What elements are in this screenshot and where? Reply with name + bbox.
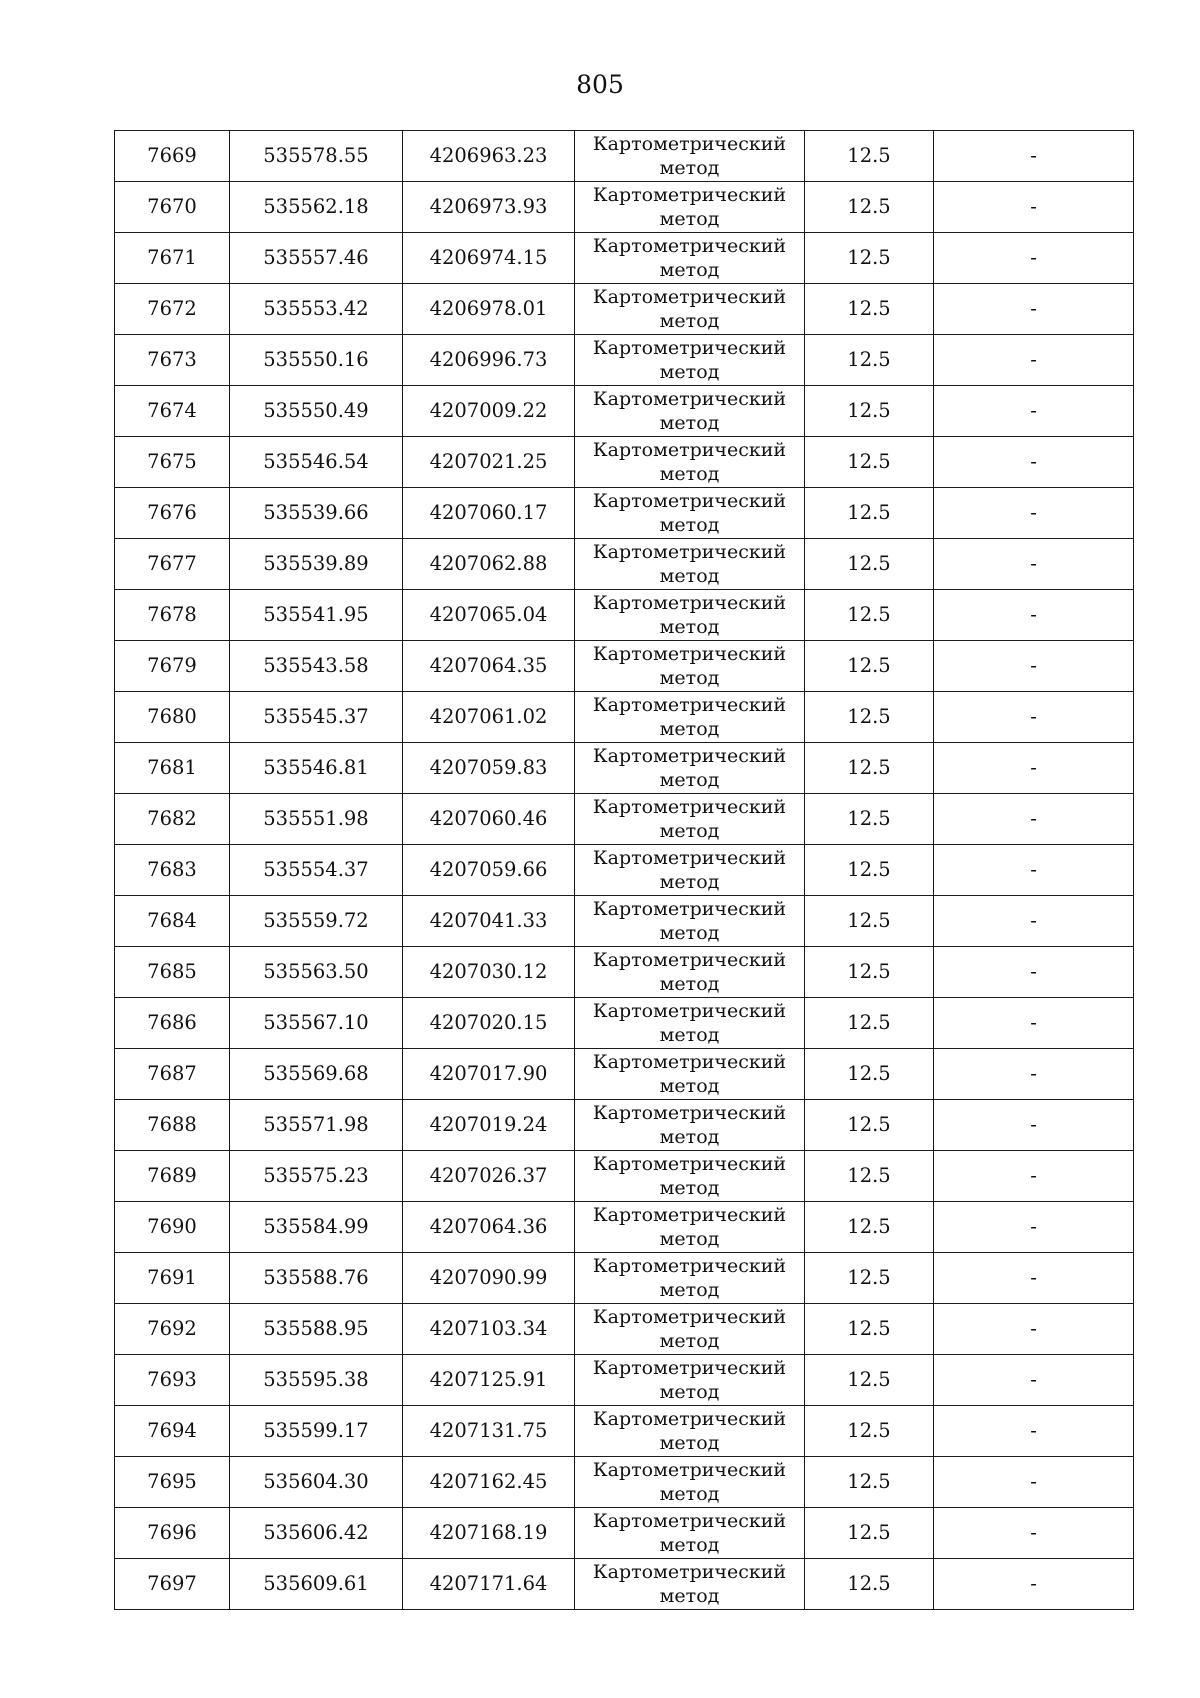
method-cell: [575, 1100, 805, 1151]
table-row: [115, 794, 1134, 845]
accuracy-cell: 12.5: [805, 692, 934, 743]
method-line-1: Картометрический: [592, 745, 787, 767]
x-coordinate-cell: 535575.23: [230, 1151, 403, 1202]
table-row: [115, 1508, 1134, 1559]
x-coordinate-cell: 535546.81: [230, 743, 403, 794]
method-line-1: Картометрический: [592, 796, 787, 818]
method-cell: [575, 488, 805, 539]
note-cell: -: [934, 1304, 1134, 1355]
note-cell: -: [934, 590, 1134, 641]
y-coordinate-cell: 4207009.22: [403, 386, 575, 437]
note-cell: -: [934, 1049, 1134, 1100]
x-coordinate-cell: 535571.98: [230, 1100, 403, 1151]
table-row: [115, 488, 1134, 539]
y-coordinate-cell: 4207059.83: [403, 743, 575, 794]
x-coordinate-cell: 535559.72: [230, 896, 403, 947]
method-line-1: Картометрический: [592, 235, 787, 257]
point-number-cell: 7693: [115, 1355, 230, 1406]
point-number-cell: 7689: [115, 1151, 230, 1202]
accuracy-cell: 12.5: [805, 1202, 934, 1253]
method-line-1: Картометрический: [592, 592, 787, 614]
accuracy-cell: 12.5: [805, 998, 934, 1049]
method-line-2: метод: [659, 463, 720, 485]
method-line-1: Картометрический: [592, 1255, 787, 1277]
note-cell: -: [934, 896, 1134, 947]
point-number-cell: 7672: [115, 284, 230, 335]
method-cell: [575, 1559, 805, 1610]
method-line-1: Картометрический: [592, 1051, 787, 1073]
accuracy-cell: 12.5: [805, 590, 934, 641]
note-cell: -: [934, 539, 1134, 590]
accuracy-cell: 12.5: [805, 335, 934, 386]
point-number-cell: 7695: [115, 1457, 230, 1508]
method-line-1: Картометрический: [592, 490, 787, 512]
point-number-cell: 7681: [115, 743, 230, 794]
table-row: [115, 1406, 1134, 1457]
table-row: [115, 845, 1134, 896]
accuracy-cell: 12.5: [805, 845, 934, 896]
coordinates-table: [114, 130, 1134, 1610]
point-number-cell: 7697: [115, 1559, 230, 1610]
accuracy-cell: 12.5: [805, 1457, 934, 1508]
method-line-2: метод: [659, 1279, 720, 1301]
y-coordinate-cell: 4207019.24: [403, 1100, 575, 1151]
y-coordinate-cell: 4207168.19: [403, 1508, 575, 1559]
method-cell: [575, 284, 805, 335]
accuracy-cell: 12.5: [805, 1253, 934, 1304]
point-number-cell: 7669: [115, 131, 230, 182]
point-number-cell: 7683: [115, 845, 230, 896]
y-coordinate-cell: 4206996.73: [403, 335, 575, 386]
method-cell: [575, 1202, 805, 1253]
x-coordinate-cell: 535584.99: [230, 1202, 403, 1253]
method-line-2: метод: [659, 1585, 720, 1607]
method-line-1: Картометрический: [592, 1102, 787, 1124]
x-coordinate-cell: 535578.55: [230, 131, 403, 182]
table-row: [115, 692, 1134, 743]
method-line-2: метод: [659, 565, 720, 587]
accuracy-cell: 12.5: [805, 539, 934, 590]
table-row: [115, 182, 1134, 233]
method-cell: [575, 794, 805, 845]
x-coordinate-cell: 535599.17: [230, 1406, 403, 1457]
x-coordinate-cell: 535543.58: [230, 641, 403, 692]
accuracy-cell: 12.5: [805, 1508, 934, 1559]
method-line-2: метод: [659, 1228, 720, 1250]
method-cell: [575, 182, 805, 233]
y-coordinate-cell: 4207065.04: [403, 590, 575, 641]
y-coordinate-cell: 4207062.88: [403, 539, 575, 590]
method-line-1: Картометрический: [592, 286, 787, 308]
method-cell: [575, 1304, 805, 1355]
method-line-1: Картометрический: [592, 694, 787, 716]
accuracy-cell: 12.5: [805, 947, 934, 998]
accuracy-cell: 12.5: [805, 794, 934, 845]
point-number-cell: 7675: [115, 437, 230, 488]
method-line-2: метод: [659, 1381, 720, 1403]
table-row: [115, 335, 1134, 386]
x-coordinate-cell: 535562.18: [230, 182, 403, 233]
method-cell: [575, 131, 805, 182]
accuracy-cell: 12.5: [805, 1049, 934, 1100]
x-coordinate-cell: 535541.95: [230, 590, 403, 641]
table-row: [115, 947, 1134, 998]
y-coordinate-cell: 4207064.36: [403, 1202, 575, 1253]
table-row: [115, 590, 1134, 641]
y-coordinate-cell: 4207060.46: [403, 794, 575, 845]
table-row: [115, 131, 1134, 182]
page-number: 805: [576, 70, 624, 99]
accuracy-cell: 12.5: [805, 1100, 934, 1151]
table-row: [115, 1304, 1134, 1355]
accuracy-cell: 12.5: [805, 896, 934, 947]
x-coordinate-cell: 535606.42: [230, 1508, 403, 1559]
method-line-2: метод: [659, 667, 720, 689]
method-line-1: Картометрический: [592, 1000, 787, 1022]
method-line-1: Картометрический: [592, 1153, 787, 1175]
method-line-1: Картометрический: [592, 1408, 787, 1430]
y-coordinate-cell: 4207059.66: [403, 845, 575, 896]
accuracy-cell: 12.5: [805, 641, 934, 692]
note-cell: -: [934, 1100, 1134, 1151]
x-coordinate-cell: 535551.98: [230, 794, 403, 845]
point-number-cell: 7685: [115, 947, 230, 998]
note-cell: -: [934, 1253, 1134, 1304]
method-line-2: метод: [659, 1432, 720, 1454]
note-cell: -: [934, 641, 1134, 692]
method-cell: [575, 1457, 805, 1508]
note-cell: -: [934, 845, 1134, 896]
x-coordinate-cell: 535539.89: [230, 539, 403, 590]
accuracy-cell: 12.5: [805, 1151, 934, 1202]
note-cell: -: [934, 1202, 1134, 1253]
y-coordinate-cell: 4206963.23: [403, 131, 575, 182]
note-cell: -: [934, 1151, 1134, 1202]
point-number-cell: 7673: [115, 335, 230, 386]
method-cell: [575, 692, 805, 743]
table-body: [115, 131, 1134, 1610]
method-line-2: метод: [659, 1177, 720, 1199]
y-coordinate-cell: 4207021.25: [403, 437, 575, 488]
accuracy-cell: 12.5: [805, 386, 934, 437]
note-cell: -: [934, 692, 1134, 743]
method-line-2: метод: [659, 718, 720, 740]
table-row: [115, 233, 1134, 284]
method-line-1: Картометрический: [592, 1510, 787, 1532]
method-line-1: Картометрический: [592, 847, 787, 869]
method-line-1: Картометрический: [592, 1306, 787, 1328]
method-cell: [575, 1355, 805, 1406]
note-cell: -: [934, 386, 1134, 437]
note-cell: -: [934, 1559, 1134, 1610]
table-row: [115, 1100, 1134, 1151]
x-coordinate-cell: 535604.30: [230, 1457, 403, 1508]
table-row: [115, 641, 1134, 692]
note-cell: -: [934, 794, 1134, 845]
y-coordinate-cell: 4207017.90: [403, 1049, 575, 1100]
method-line-2: метод: [659, 820, 720, 842]
y-coordinate-cell: 4207125.91: [403, 1355, 575, 1406]
point-number-cell: 7671: [115, 233, 230, 284]
accuracy-cell: 12.5: [805, 284, 934, 335]
accuracy-cell: 12.5: [805, 1355, 934, 1406]
note-cell: -: [934, 947, 1134, 998]
method-line-2: метод: [659, 310, 720, 332]
x-coordinate-cell: 535563.50: [230, 947, 403, 998]
method-line-1: Картометрический: [592, 1561, 787, 1583]
y-coordinate-cell: 4207020.15: [403, 998, 575, 1049]
note-cell: -: [934, 131, 1134, 182]
x-coordinate-cell: 535567.10: [230, 998, 403, 1049]
point-number-cell: 7688: [115, 1100, 230, 1151]
method-line-2: метод: [659, 361, 720, 383]
y-coordinate-cell: 4206978.01: [403, 284, 575, 335]
method-cell: [575, 386, 805, 437]
y-coordinate-cell: 4207030.12: [403, 947, 575, 998]
y-coordinate-cell: 4207103.34: [403, 1304, 575, 1355]
accuracy-cell: 12.5: [805, 182, 934, 233]
method-line-2: метод: [659, 1483, 720, 1505]
accuracy-cell: 12.5: [805, 1559, 934, 1610]
x-coordinate-cell: 535550.16: [230, 335, 403, 386]
method-line-2: метод: [659, 1534, 720, 1556]
table-row: [115, 1202, 1134, 1253]
x-coordinate-cell: 535545.37: [230, 692, 403, 743]
accuracy-cell: 12.5: [805, 488, 934, 539]
table-row: [115, 743, 1134, 794]
note-cell: -: [934, 488, 1134, 539]
note-cell: -: [934, 998, 1134, 1049]
point-number-cell: 7694: [115, 1406, 230, 1457]
accuracy-cell: 12.5: [805, 233, 934, 284]
x-coordinate-cell: 535554.37: [230, 845, 403, 896]
method-line-1: Картометрический: [592, 337, 787, 359]
y-coordinate-cell: 4207090.99: [403, 1253, 575, 1304]
accuracy-cell: 12.5: [805, 1304, 934, 1355]
table-row: [115, 284, 1134, 335]
table-row: [115, 1151, 1134, 1202]
note-cell: -: [934, 1508, 1134, 1559]
method-cell: [575, 1406, 805, 1457]
table-row: [115, 386, 1134, 437]
method-line-2: метод: [659, 412, 720, 434]
point-number-cell: 7678: [115, 590, 230, 641]
method-line-2: метод: [659, 1024, 720, 1046]
point-number-cell: 7687: [115, 1049, 230, 1100]
method-line-1: Картометрический: [592, 184, 787, 206]
method-line-1: Картометрический: [592, 949, 787, 971]
method-line-1: Картометрический: [592, 541, 787, 563]
method-line-2: метод: [659, 769, 720, 791]
method-line-2: метод: [659, 973, 720, 995]
method-line-2: метод: [659, 616, 720, 638]
y-coordinate-cell: 4207041.33: [403, 896, 575, 947]
method-cell: [575, 1049, 805, 1100]
method-cell: [575, 1151, 805, 1202]
x-coordinate-cell: 535569.68: [230, 1049, 403, 1100]
method-cell: [575, 845, 805, 896]
y-coordinate-cell: 4207162.45: [403, 1457, 575, 1508]
method-line-2: метод: [659, 1330, 720, 1352]
point-number-cell: 7692: [115, 1304, 230, 1355]
table-row: [115, 998, 1134, 1049]
method-line-1: Картометрический: [592, 388, 787, 410]
method-cell: [575, 335, 805, 386]
x-coordinate-cell: 535539.66: [230, 488, 403, 539]
point-number-cell: 7691: [115, 1253, 230, 1304]
method-cell: [575, 590, 805, 641]
table-row: [115, 896, 1134, 947]
y-coordinate-cell: 4207064.35: [403, 641, 575, 692]
note-cell: -: [934, 182, 1134, 233]
method-line-1: Картометрический: [592, 439, 787, 461]
point-number-cell: 7696: [115, 1508, 230, 1559]
point-number-cell: 7674: [115, 386, 230, 437]
note-cell: -: [934, 1406, 1134, 1457]
method-line-2: метод: [659, 208, 720, 230]
accuracy-cell: 12.5: [805, 1406, 934, 1457]
method-line-1: Картометрический: [592, 1357, 787, 1379]
point-number-cell: 7680: [115, 692, 230, 743]
method-line-1: Картометрический: [592, 133, 787, 155]
method-cell: [575, 641, 805, 692]
method-line-1: Картометрический: [592, 898, 787, 920]
method-line-2: метод: [659, 922, 720, 944]
point-number-cell: 7684: [115, 896, 230, 947]
x-coordinate-cell: 535553.42: [230, 284, 403, 335]
method-cell: [575, 539, 805, 590]
x-coordinate-cell: 535557.46: [230, 233, 403, 284]
table-row: [115, 1457, 1134, 1508]
x-coordinate-cell: 535588.95: [230, 1304, 403, 1355]
method-line-1: Картометрический: [592, 1204, 787, 1226]
method-cell: [575, 1508, 805, 1559]
point-number-cell: 7670: [115, 182, 230, 233]
x-coordinate-cell: 535550.49: [230, 386, 403, 437]
accuracy-cell: 12.5: [805, 131, 934, 182]
note-cell: -: [934, 1457, 1134, 1508]
method-line-2: метод: [659, 514, 720, 536]
point-number-cell: 7677: [115, 539, 230, 590]
method-line-2: метод: [659, 1126, 720, 1148]
point-number-cell: 7686: [115, 998, 230, 1049]
y-coordinate-cell: 4206974.15: [403, 233, 575, 284]
note-cell: -: [934, 284, 1134, 335]
y-coordinate-cell: 4207026.37: [403, 1151, 575, 1202]
x-coordinate-cell: 535546.54: [230, 437, 403, 488]
note-cell: -: [934, 335, 1134, 386]
y-coordinate-cell: 4207060.17: [403, 488, 575, 539]
table-row: [115, 1253, 1134, 1304]
accuracy-cell: 12.5: [805, 743, 934, 794]
method-line-2: метод: [659, 1075, 720, 1097]
table-row: [115, 1355, 1134, 1406]
method-cell: [575, 437, 805, 488]
x-coordinate-cell: 535609.61: [230, 1559, 403, 1610]
point-number-cell: 7682: [115, 794, 230, 845]
note-cell: -: [934, 437, 1134, 488]
method-cell: [575, 1253, 805, 1304]
method-line-2: метод: [659, 259, 720, 281]
note-cell: -: [934, 233, 1134, 284]
table-row: [115, 539, 1134, 590]
method-cell: [575, 947, 805, 998]
y-coordinate-cell: 4207131.75: [403, 1406, 575, 1457]
table-row: [115, 1559, 1134, 1610]
method-line-1: Картометрический: [592, 643, 787, 665]
point-number-cell: 7676: [115, 488, 230, 539]
y-coordinate-cell: 4207171.64: [403, 1559, 575, 1610]
method-line-2: метод: [659, 871, 720, 893]
y-coordinate-cell: 4207061.02: [403, 692, 575, 743]
note-cell: -: [934, 743, 1134, 794]
accuracy-cell: 12.5: [805, 437, 934, 488]
method-cell: [575, 743, 805, 794]
method-cell: [575, 896, 805, 947]
method-line-2: метод: [659, 157, 720, 179]
point-number-cell: 7679: [115, 641, 230, 692]
note-cell: -: [934, 1355, 1134, 1406]
x-coordinate-cell: 535595.38: [230, 1355, 403, 1406]
point-number-cell: 7690: [115, 1202, 230, 1253]
method-cell: [575, 998, 805, 1049]
table-row: [115, 437, 1134, 488]
x-coordinate-cell: 535588.76: [230, 1253, 403, 1304]
method-line-1: Картометрический: [592, 1459, 787, 1481]
y-coordinate-cell: 4206973.93: [403, 182, 575, 233]
table-row: [115, 1049, 1134, 1100]
method-cell: [575, 233, 805, 284]
